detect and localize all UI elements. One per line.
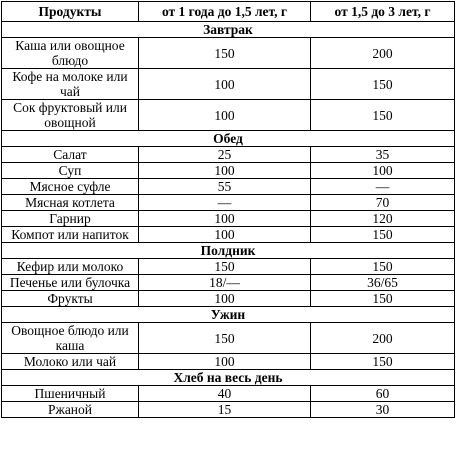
- section-title: Завтрак: [2, 22, 455, 38]
- product-name-cell: Молоко или чай: [2, 354, 139, 370]
- product-name-cell: Пшеничный: [2, 386, 139, 402]
- table-row: [2, 291, 455, 307]
- nutrition-table: [1, 1, 455, 418]
- table-row: [2, 195, 455, 211]
- section-title: Хлеб на весь день: [2, 370, 455, 386]
- header-row: [2, 2, 455, 22]
- product-name-cell: Сок фруктовый или овощной: [2, 100, 139, 131]
- amount-1.5-3-cell: 120: [311, 211, 455, 227]
- amount-1-1.5-cell: 100: [139, 69, 311, 100]
- section-row: [2, 131, 455, 147]
- section-row: [2, 243, 455, 259]
- table-row: [2, 147, 455, 163]
- product-name-cell: Ржаной: [2, 402, 139, 418]
- product-name-cell: Кофе на молоке или чай: [2, 69, 139, 100]
- table-row: [2, 402, 455, 418]
- table-row: [2, 179, 455, 195]
- header-age-1.5-3: от 1,5 до 3 лет, г: [311, 2, 455, 22]
- amount-1-1.5-cell: 150: [139, 259, 311, 275]
- amount-1-1.5-cell: —: [139, 195, 311, 211]
- product-name-cell: Каша или овощное блюдо: [2, 38, 139, 69]
- table-row: [2, 275, 455, 291]
- amount-1.5-3-cell: 60: [311, 386, 455, 402]
- amount-1-1.5-cell: 100: [139, 354, 311, 370]
- amount-1-1.5-cell: 18/—: [139, 275, 311, 291]
- section-title: Полдник: [2, 243, 455, 259]
- amount-1.5-3-cell: 200: [311, 38, 455, 69]
- amount-1.5-3-cell: 150: [311, 69, 455, 100]
- header-age-1-1.5: от 1 года до 1,5 лет, г: [139, 2, 311, 22]
- table-row: [2, 211, 455, 227]
- amount-1.5-3-cell: 150: [311, 291, 455, 307]
- amount-1.5-3-cell: 35: [311, 147, 455, 163]
- table-row: [2, 100, 455, 131]
- section-row: [2, 307, 455, 323]
- amount-1.5-3-cell: 30: [311, 402, 455, 418]
- product-name-cell: Фрукты: [2, 291, 139, 307]
- product-name-cell: Компот или напиток: [2, 227, 139, 243]
- amount-1-1.5-cell: 100: [139, 211, 311, 227]
- amount-1-1.5-cell: 25: [139, 147, 311, 163]
- product-name-cell: Мясное суфле: [2, 179, 139, 195]
- amount-1-1.5-cell: 100: [139, 291, 311, 307]
- amount-1.5-3-cell: 150: [311, 100, 455, 131]
- table-row: [2, 259, 455, 275]
- table-row: [2, 227, 455, 243]
- table-row: [2, 163, 455, 179]
- section-title: Обед: [2, 131, 455, 147]
- amount-1.5-3-cell: 150: [311, 227, 455, 243]
- section-row: [2, 22, 455, 38]
- amount-1-1.5-cell: 55: [139, 179, 311, 195]
- table-row: [2, 38, 455, 69]
- amount-1.5-3-cell: 150: [311, 259, 455, 275]
- amount-1-1.5-cell: 150: [139, 323, 311, 354]
- table-row: [2, 386, 455, 402]
- table-row: [2, 354, 455, 370]
- product-name-cell: Кефир или молоко: [2, 259, 139, 275]
- table-row: [2, 69, 455, 100]
- amount-1-1.5-cell: 100: [139, 100, 311, 131]
- product-name-cell: Гарнир: [2, 211, 139, 227]
- amount-1.5-3-cell: —: [311, 179, 455, 195]
- section-title: Ужин: [2, 307, 455, 323]
- table-row: [2, 323, 455, 354]
- product-name-cell: Салат: [2, 147, 139, 163]
- amount-1-1.5-cell: 15: [139, 402, 311, 418]
- product-name-cell: Овощное блюдо или каша: [2, 323, 139, 354]
- amount-1-1.5-cell: 100: [139, 227, 311, 243]
- amount-1-1.5-cell: 150: [139, 38, 311, 69]
- header-products: Продукты: [2, 2, 139, 22]
- amount-1.5-3-cell: 200: [311, 323, 455, 354]
- amount-1.5-3-cell: 70: [311, 195, 455, 211]
- amount-1.5-3-cell: 150: [311, 354, 455, 370]
- table-body: [2, 22, 455, 418]
- product-name-cell: Мясная котлета: [2, 195, 139, 211]
- section-row: [2, 370, 455, 386]
- product-name-cell: Суп: [2, 163, 139, 179]
- amount-1-1.5-cell: 40: [139, 386, 311, 402]
- product-name-cell: Печенье или булочка: [2, 275, 139, 291]
- amount-1.5-3-cell: 36/65: [311, 275, 455, 291]
- amount-1.5-3-cell: 100: [311, 163, 455, 179]
- amount-1-1.5-cell: 100: [139, 163, 311, 179]
